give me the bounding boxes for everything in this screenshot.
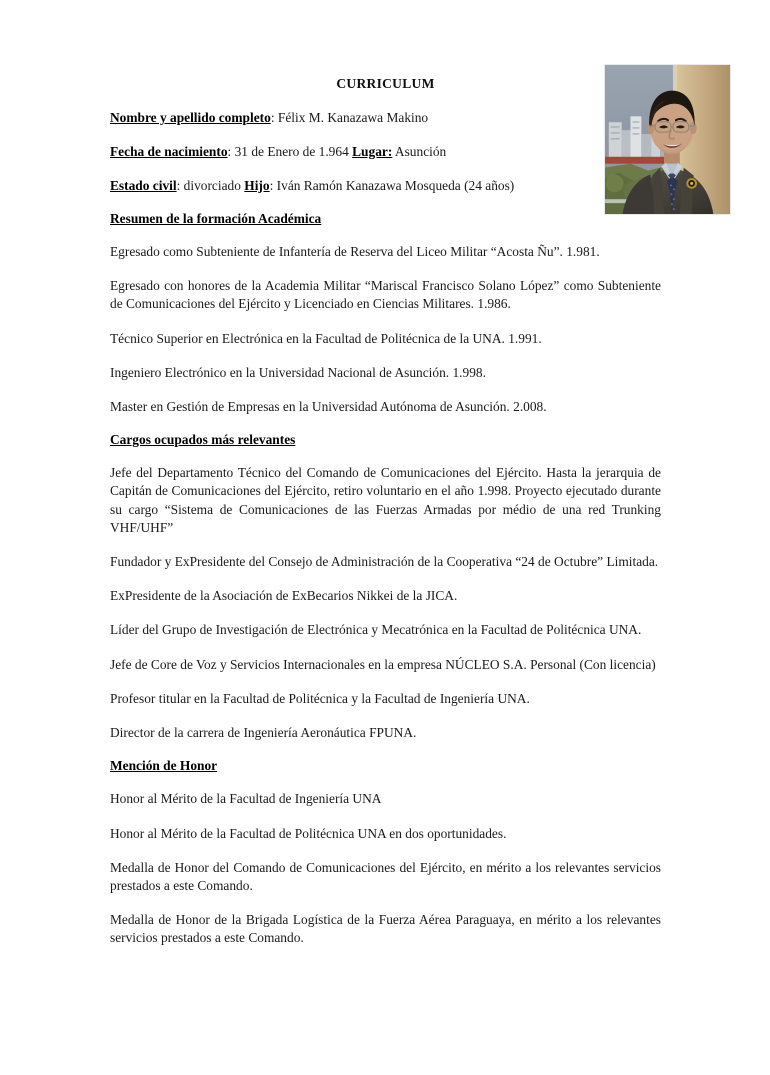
paragraph-formacion-5: Master en Gestión de Empresas en la Universidad Autónoma de Asunción. 2.008. — [110, 398, 547, 414]
field-nombre-separator: : — [270, 110, 278, 125]
field-nombre-value: Félix M. Kanazawa Makino — [277, 110, 429, 125]
paragraph-honor-2: Honor al Mérito de la Facultad de Politécnica UNA en dos oportunidades. — [110, 825, 507, 841]
field-hijo-label: Hijo — [244, 177, 270, 193]
document-body — [110, 64, 661, 964]
paragraph-honor-4: Medalla de Honor de la Brigada Logística de la Fuerza Aérea Paraguaya, en mérito a los relevantes servicios prestados a este Comando. — [110, 912, 661, 946]
portrait-photo-image — [605, 65, 730, 214]
paragraph-cargos-7: Director de la carrera de Ingeniería Aeronáutica FPUNA. — [110, 725, 417, 741]
portrait-photo — [604, 64, 731, 215]
field-estado-civil — [110, 177, 661, 195]
paragraph-cargos-6: Profesor titular en la Facultad de Politécnica y la Facultad de Ingeniería UNA. — [110, 690, 530, 706]
section-heading-mencion-de-honor: Mención de Honor — [110, 758, 218, 774]
paragraph-cargos-5: Jefe de Core de Voz y Servicios Internacionales en la empresa NÚCLEO S.A. Personal (Con licencia) — [110, 656, 656, 672]
paragraph-formacion-1: Egresado como Subteniente de Infantería de Reserva del Liceo Militar “Acosta Ñu”. 1.981. — [110, 243, 600, 259]
paragraph-cargos-1: Jefe del Departamento Técnico del Comando de Comunicaciones del Ejército. Hasta la jerarquia de Capitán de Comunicaciones del Ejército, retiro voluntario en el año 1.998. Proyecto ejecutado durante su cargo “Sistema de Comunicaciones de las Fuerzas Armadas por médio de una red Trunking VHF/UHF” — [110, 465, 661, 535]
field-estado-civil-label: Estado civil — [110, 177, 177, 193]
field-lugar-label: Lugar: — [352, 143, 393, 159]
field-estado-civil-separator: : — [176, 177, 184, 193]
paragraph-honor-1: Honor al Mérito de la Facultad de Ingeniería UNA — [110, 791, 382, 807]
page-title: CURRICULUM — [336, 76, 435, 91]
paragraph-cargos-2: Fundador y ExPresidente del Consejo de Administración de la Cooperativa “24 de Octubre” Limitada. — [110, 554, 659, 570]
field-nombre-label: Nombre y apellido completo — [110, 110, 271, 125]
field-fecha-nacimiento — [110, 143, 661, 161]
field-lugar-value: Asunción — [392, 143, 447, 159]
field-estado-civil-value: divorciado — [183, 177, 245, 193]
section-heading-cargos-ocupados: Cargos ocupados más relevantes — [110, 432, 296, 448]
paragraph-honor-3: Medalla de Honor del Comando de Comunicaciones del Ejército, en mérito a los relevantes servicios prestados a este Comando. — [110, 859, 661, 894]
paragraph-cargos-3: ExPresidente de la Asociación de ExBecarios Nikkei de la JICA. — [110, 588, 458, 604]
section-heading-formacion-academica: Resumen de la formación Académica — [110, 210, 322, 226]
field-nombre — [110, 109, 661, 127]
paragraph-formacion-4: Ingeniero Electrónico en la Universidad Nacional de Asunción. 1.998. — [110, 364, 486, 380]
field-fecha-label: Fecha de nacimiento — [110, 143, 228, 159]
field-fecha-separator: : — [227, 143, 235, 159]
paragraph-formacion-3: Técnico Superior en Electrónica en la Facultad de Politécnica de la UNA. 1.991. — [110, 330, 542, 346]
field-fecha-value: 31 de Enero de 1.964 — [234, 143, 353, 159]
paragraph-cargos-4: Líder del Grupo de Investigación de Electrónica y Mecatrónica en la Facultad de Politécnica UNA. — [110, 622, 642, 638]
paragraph-formacion-2: Egresado con honores de la Academia Militar “Mariscal Francisco Solano López” como Subteniente de Comunicaciones del Ejército y Licenciado en Ciencias Militares. 1.986. — [110, 278, 661, 312]
field-hijo-value: : Iván Ramón Kanazawa Mosqueda (24 años) — [269, 177, 515, 193]
